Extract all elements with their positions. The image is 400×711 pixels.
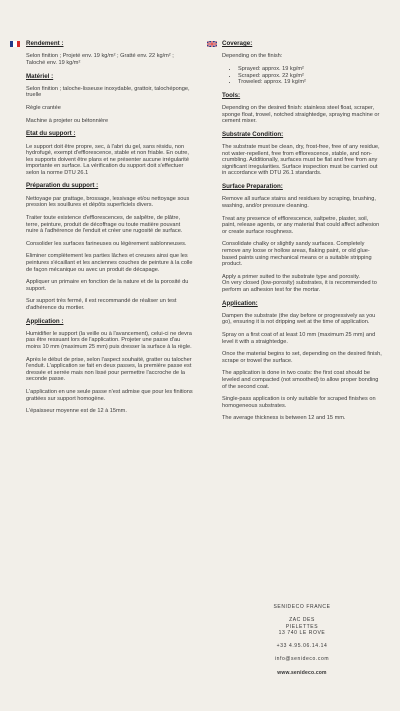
en-substrate-title: Substrate Condition: <box>222 130 284 138</box>
fr-preparation-item: Sur support très fermé, il est recommandé de réaliser un test d'adhérence du mortier. <box>26 298 177 311</box>
uk-flag-icon <box>207 41 217 47</box>
en-application-item: Spray on a first coat of at least 10 mm (maximum 25 mm) and level it with a straightedge. <box>222 332 376 345</box>
en-application-title: Application: <box>222 299 258 307</box>
fr-application-item: L'épaisseur moyenne est de 12 à 15mm. <box>26 408 127 415</box>
french-flag-icon <box>10 41 20 47</box>
fr-application-item: Après le début de prise, selon l'aspect souhaité, gratter ou talocher l'enduit. L'application se fait en deux passes, la première passe est dressée et serrée mais non lissé pour permettre l'accroche de la seconde passe. <box>26 356 192 383</box>
en-coverage-list <box>222 66 382 86</box>
fr-materiel-item: Selon finition ; taloche-lisseuse inoxydable, grattoir, talochéponge, truelle <box>26 85 190 99</box>
en-prep-item: Remove all surface stains and residues by scraping, brushing, washing, and/or pressure cleaning. <box>222 196 376 209</box>
en-application-item: The application is done in two coats: the first coat should be leveled and compacted (not smoothed) to allow proper bonding of the second coat. <box>222 370 379 390</box>
fr-rendement-text: Selon finition ; Projeté env. 19 kg/m² ; Gratté env. 22 kg/m² ; Taloché env. 19 kg/m² <box>26 53 174 66</box>
fr-preparation-item: Appliquer un primaire en fonction de la nature et de la porosité du support. <box>26 279 189 292</box>
company-footer <box>222 604 382 683</box>
address-line: 13 740 LE ROVE <box>278 629 326 636</box>
fr-preparation-item: Eliminer complètement les parties lâches et creuses ainsi que les peintures s'écaillant et les anciennes couches de peinture à la colle de façon mécanique ou avec un produit de décapage. <box>26 253 193 273</box>
en-prep-title: Surface Preparation: <box>222 183 283 191</box>
en-coverage-item: • Scraped: approx. 22 kg/m² <box>238 73 382 80</box>
en-prep-item: Treat any presence of efflorescence, saltpetre, plaster, soil, paint, release agents, or any material that could affect adhesion or create surface roughness. <box>222 215 380 235</box>
address-line: PIELETTES <box>285 623 319 630</box>
fr-support-text: Le support doit être propre, sec, à l'abri du gel, sans résidu, non hydrofugé, exempt d'efflorescence, stable et non friable. En outre, les supports doivent être plans et ne présenter aucune irrégularité importante en surface. La vérification du support doit s'effectuer selon la norme DTU 26.1 <box>26 143 189 176</box>
company-email-link[interactable]: info@senideco.com <box>274 656 330 663</box>
english-column <box>222 40 382 428</box>
fr-materiel-item: Règle crantée <box>26 105 61 111</box>
en-coverage-title: Coverage: <box>222 40 253 47</box>
fr-preparation-item: Nettoyage par grattage, brossage, lessivage et/ou nettoyage sous pression les souillures et dépôts superficiels divers. <box>26 195 190 209</box>
fr-support-title: Etat du support : <box>26 130 76 138</box>
fr-materiel-item: Machine à projeter ou bétonnière <box>26 117 109 124</box>
en-coverage-item: • Sprayed: approx. 19 kg/m² <box>238 66 382 73</box>
company-name: SENIDECO FRANCE <box>273 604 331 610</box>
french-column <box>26 40 193 421</box>
fr-preparation-item: Traiter toute existence d'efflorescences, de salpêtre, de plâtre, terre, peinture, produit de décoffrage ou toute matière pouvant nuire à l'adhérence de l'enduit et créer une rugosité de surface. <box>26 214 183 235</box>
en-application-item: Once the material begins to set, depending on the desired finish, scrape or trowel the surface. <box>222 351 382 364</box>
fr-rendement-title: Rendement : <box>26 40 64 47</box>
en-application-item: The average thickness is between 12 and 15 mm. <box>222 415 346 422</box>
company-address <box>222 617 382 636</box>
company-website-link[interactable]: www.senideco.com <box>277 669 327 676</box>
fr-application-item: Humidifier le support (la veille ou à l'avancement), celui-ci ne devra pas être ressuant lors de l'application. Projeter une passe d'au moins 10 mm (maximum 25 mm) puis dresser la surface à la règle. <box>26 330 192 350</box>
en-tools-text: Depending on the desired finish: stainless steel float, scraper, sponge float, trowel, notched straightedge, spraying machine or cement mixer. <box>222 105 380 125</box>
en-coverage-intro: Depending on the finish: <box>222 53 283 60</box>
en-prep-item: Consolidate chalky or slightly sandy surfaces. Completely remove any loose or hollow areas, flaking paint, or old glue-based paints using mechanical means or a suitable stripping product. <box>222 241 372 268</box>
en-application-item: Single-pass application is only suitable for scraped finishes on homogeneous substrates. <box>222 396 376 409</box>
fr-application-item: L'application en une seule passe n'est admise que pour les finitions grattées sur support homogène. <box>26 388 193 402</box>
en-tools-title: Tools: <box>222 91 241 99</box>
en-application-item: Dampen the substrate (the day before or progressively as you go), ensuring it is not dripping wet at the time of application. <box>222 312 376 326</box>
fr-application-title: Application : <box>26 317 64 325</box>
fr-preparation-title: Préparation du support : <box>26 182 99 190</box>
fr-materiel-title: Matériel : <box>26 72 54 80</box>
fr-preparation-item: Consolider les surfaces farineuses ou légèrement sablonneuses. <box>26 240 187 247</box>
en-coverage-item: • Troweled: approx. 19 kg/m² <box>238 79 382 86</box>
company-phone: +33 4.95.06.14.14 <box>276 643 328 649</box>
address-line: ZAC DES <box>289 617 315 624</box>
en-substrate-text: The substrate must be clean, dry, frost-free, free of any residue, not water-repellent, free from efflorescence, stable, and non-crumbling. Additionally, surfaces must be flat and free from any significant irregularities. Surface inspection must be carried out in accordance with DTU 26.1 standards. <box>222 144 380 177</box>
en-prep-item: Apply a primer suited to the substrate type and porosity. On very closed (low-porosity) substrates, it is recommended to perform an adhesion test for the mortar. <box>222 273 377 293</box>
